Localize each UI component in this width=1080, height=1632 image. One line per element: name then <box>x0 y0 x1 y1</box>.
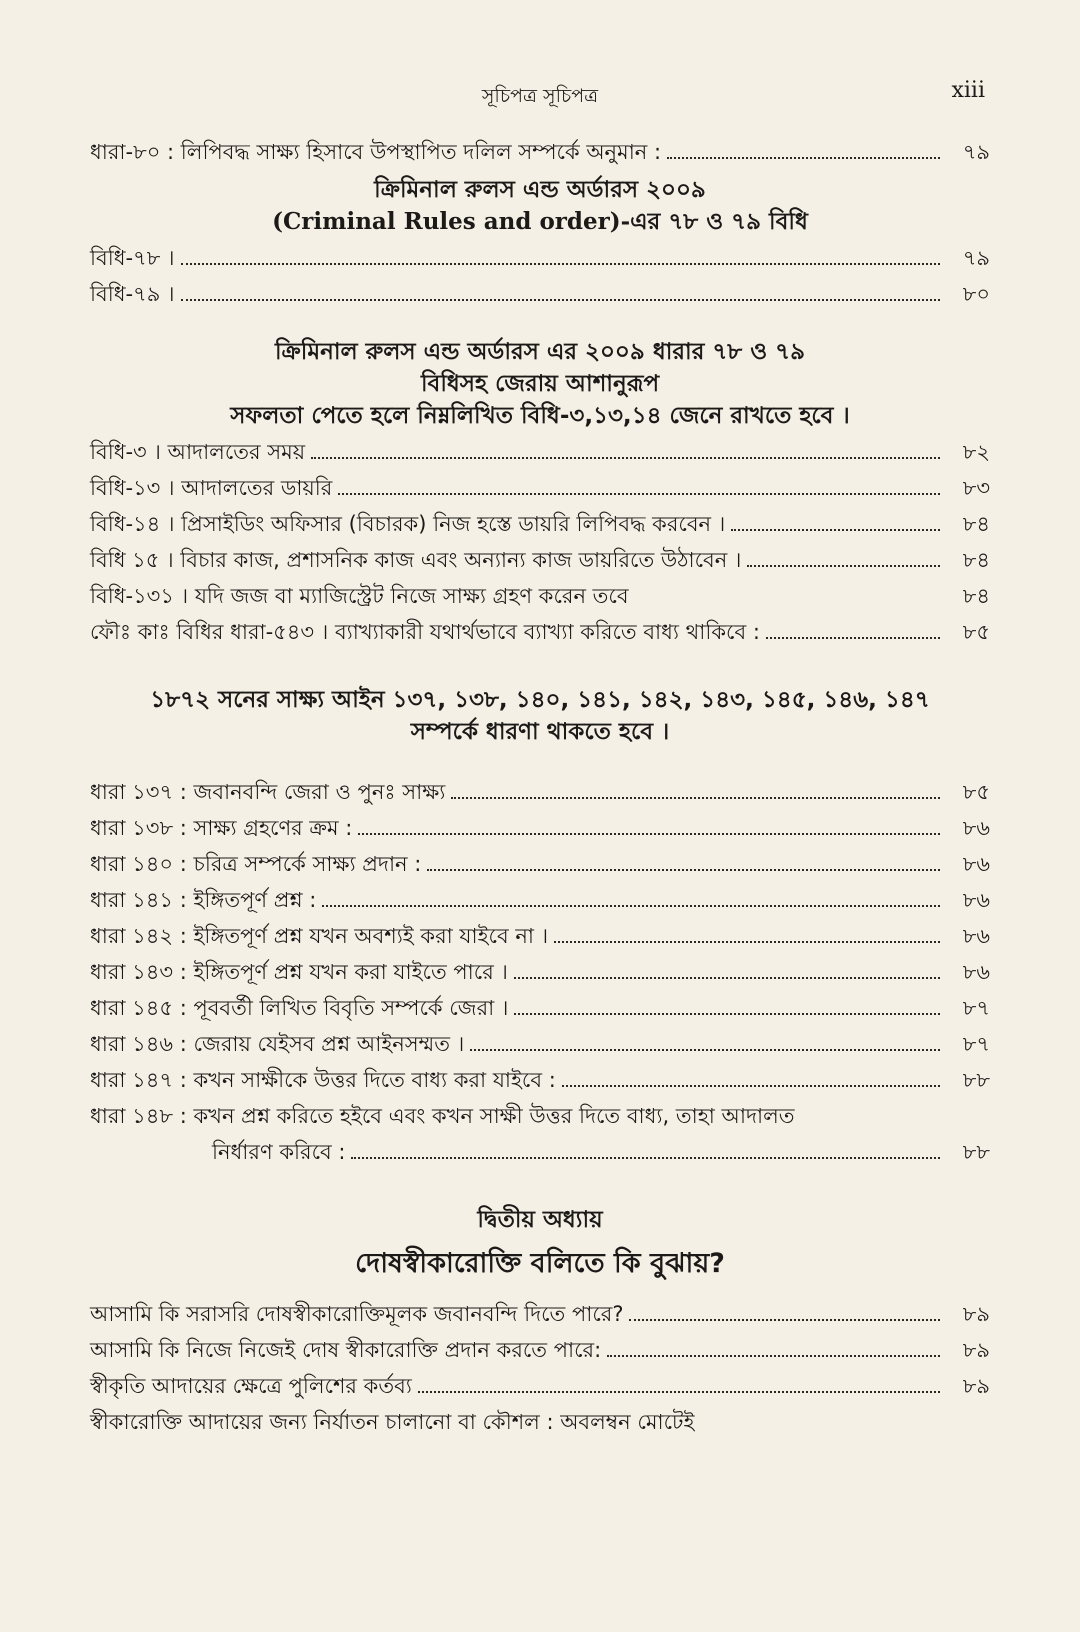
entry-page: ৮২ <box>962 440 990 464</box>
dot-leader <box>514 977 940 979</box>
entry-title: বিধি-৭৮ । <box>90 246 175 270</box>
dot-leader <box>747 565 940 567</box>
dot-leader <box>562 1085 940 1087</box>
entry-title: বিধি-১৪ । প্রিসাইডিং অফিসার (বিচারক) নিজ হস্তে ডায়রি লিপিবদ্ধ করবেন । <box>90 512 726 536</box>
dot-leader <box>322 905 940 907</box>
entry-title: বিধি-১৩১ । যদি জজ বা ম্যাজিস্ট্রেট নিজে সাক্ষ্য গ্রহণ করেন তবে <box>90 584 629 608</box>
toc-entry <box>90 778 990 806</box>
running-head: সূচিপত্র সূচিপত্র <box>481 85 599 107</box>
entry-title: বিধি-৩ । আদালতের সময় <box>90 440 306 464</box>
entry-page: ৮৯ <box>962 1302 990 1326</box>
entry-page: ৮৭ <box>962 996 990 1020</box>
toc-entry <box>90 1300 990 1328</box>
dot-leader <box>358 833 940 835</box>
section-heading: ক্রিমিনাল রুলস এন্ড অর্ডারস এর ২০০৯ ধারার ৭৮ ও ৭৯ <box>274 339 806 365</box>
entry-title: ধারা ১৩৭ : জবানবন্দি জেরা ও পুনঃ সাক্ষ্য <box>90 780 446 804</box>
section-heading: সম্পর্কে ধারণা থাকতে হবে । <box>410 719 670 745</box>
section-heading: বিধিসহ জেরায় আশানুরূপ <box>420 371 660 397</box>
toc-entry <box>90 1408 990 1436</box>
entry-page: ৮৮ <box>962 1140 990 1164</box>
entry-title: বিধি ১৫ । বিচার কাজ, প্রশাসনিক কাজ এবং অন্যান্য কাজ ডায়রিতে উঠাবেন । <box>90 548 742 572</box>
toc-entry <box>90 546 990 574</box>
dot-leader <box>514 1013 940 1015</box>
entry-title: ধারা ১৪৩ : ইঙ্গিতপূর্ণ প্রশ্ন যখন করা যাইতে পারে । <box>90 960 508 984</box>
toc-entry <box>90 922 990 950</box>
entry-page: ৮৬ <box>962 960 990 984</box>
toc-entry <box>90 618 990 646</box>
entry-page: ৮৪ <box>962 584 990 608</box>
toc-entry <box>90 1102 990 1130</box>
toc-entry <box>90 958 990 986</box>
entry-title: ধারা ১৪৮ : কখন প্রশ্ন করিতে হইবে এবং কখন সাক্ষী উত্তর দিতে বাধ্য, তাহা আদালত <box>90 1104 795 1128</box>
entry-title: ধারা ১৪২ : ইঙ্গিতপূর্ণ প্রশ্ন যখন অবশ্যই করা যাইবে না । <box>90 924 549 948</box>
chapter-title: দ্বিতীয় অধ্যায় <box>477 1207 603 1233</box>
toc-entry <box>90 280 990 308</box>
dot-leader <box>427 869 940 871</box>
toc-entry <box>90 244 990 272</box>
dot-leader <box>338 493 940 495</box>
toc-entry <box>90 510 990 538</box>
entry-page: ৭৯ <box>962 140 990 164</box>
section-heading: ১৮৭২ সনের সাক্ষ্য আইন ১৩৭, ১৩৮, ১৪০, ১৪১, ১৪২, ১৪৩, ১৪৫, ১৪৬, ১৪৭ <box>150 687 930 713</box>
entry-title: আসামি কি সরাসরি দোষস্বীকারোক্তিমূলক জবানবন্দি দিতে পারে? <box>90 1302 624 1326</box>
toc-entry <box>90 1372 990 1400</box>
toc-entry <box>90 474 990 502</box>
entry-title-continued: নির্ধারণ করিবে : <box>212 1140 346 1164</box>
toc-entry <box>90 994 990 1022</box>
dot-leader <box>629 1319 940 1321</box>
entry-title: ধারা ১৪৫ : পূববর্তী লিখিত বিবৃতি সম্পর্কে জেরা । <box>90 996 509 1020</box>
table-of-contents <box>90 138 990 1444</box>
entry-page: ৮৯ <box>962 1374 990 1398</box>
chapter-heading: দোষস্বীকারোক্তি বলিতে কি বুঝায়? <box>355 1248 725 1279</box>
entry-page: ৮০ <box>962 282 990 306</box>
toc-entry <box>90 1066 990 1094</box>
entry-page: ৭৯ <box>962 246 990 270</box>
entry-page: ৮৬ <box>962 924 990 948</box>
entry-page: ৮৬ <box>962 888 990 912</box>
dot-leader <box>311 457 940 459</box>
dot-leader <box>470 1049 940 1051</box>
entry-title: আসামি কি নিজে নিজেই দোষ স্বীকারোক্তি প্রদান করতে পারে: <box>90 1338 602 1362</box>
dot-leader <box>351 1157 940 1159</box>
toc-entry-continuation <box>90 1138 990 1166</box>
entry-page: ৮৪ <box>962 548 990 572</box>
entry-page: ৮৩ <box>962 476 990 500</box>
entry-title: বিধি-৭৯ । <box>90 282 175 306</box>
dot-leader <box>181 263 940 265</box>
page-number: xiii <box>951 78 985 103</box>
toc-entry <box>90 138 990 166</box>
dot-leader <box>181 299 940 301</box>
toc-entry <box>90 438 990 466</box>
entry-title: ধারা ১৪০ : চরিত্র সম্পর্কে সাক্ষ্য প্রদান : <box>90 852 422 876</box>
entry-page: ৮৫ <box>962 620 990 644</box>
section-heading: ক্রিমিনাল রুলস এন্ড অর্ডারস ২০০৯ <box>374 177 706 203</box>
dot-leader <box>554 941 940 943</box>
entry-page: ৮৯ <box>962 1338 990 1362</box>
entry-title: ফৌঃ কাঃ বিধির ধারা-৫৪৩ । ব্যাখ্যাকারী যথার্থভাবে ব্যাখ্যা করিতে বাধ্য থাকিবে : <box>90 620 760 644</box>
entry-title: বিধি-১৩ । আদালতের ডায়রি <box>90 476 333 500</box>
entry-title: ধারা ১৩৮ : সাক্ষ্য গ্রহণের ক্রম : <box>90 816 353 840</box>
dot-leader <box>766 637 940 639</box>
entry-title: ধারা ১৪১ : ইঙ্গিতপূর্ণ প্রশ্ন : <box>90 888 317 912</box>
dot-leader <box>418 1391 940 1393</box>
section-heading: সফলতা পেতে হলে নিম্নলিখিত বিধি-৩,১৩,১৪ জেনে রাখতে হবে । <box>230 403 850 429</box>
entry-title: ধারা-৮০ : লিপিবদ্ধ সাক্ষ্য হিসাবে উপস্থাপিত দলিল সম্পর্কে অনুমান : <box>90 140 662 164</box>
section-heading: (Criminal Rules and order)-এর ৭৮ ও ৭৯ বিধি <box>272 208 808 235</box>
toc-entry <box>90 814 990 842</box>
toc-entry <box>90 1030 990 1058</box>
entry-title: স্বীকারোক্তি আদায়ের জন্য নির্যাতন চালানো বা কৌশল : অবলম্বন মোটেই <box>90 1410 695 1434</box>
dot-leader <box>667 157 940 159</box>
entry-page: ৮৫ <box>962 780 990 804</box>
entry-title: ধারা ১৪৬ : জেরায় যেইসব প্রশ্ন আইনসম্মত । <box>90 1032 465 1056</box>
entry-page: ৮৪ <box>962 512 990 536</box>
dot-leader <box>731 529 940 531</box>
entry-title: ধারা ১৪৭ : কখন সাক্ষীকে উত্তর দিতে বাধ্য করা যাইবে : <box>90 1068 556 1092</box>
entry-page: ৮৭ <box>962 1032 990 1056</box>
toc-entry <box>90 850 990 878</box>
toc-entry <box>90 886 990 914</box>
dot-leader <box>607 1355 940 1357</box>
entry-page: ৮৬ <box>962 852 990 876</box>
entry-page: ৮৮ <box>962 1068 990 1092</box>
toc-entry <box>90 1336 990 1364</box>
toc-entry <box>90 582 990 610</box>
entry-page: ৮৬ <box>962 816 990 840</box>
dot-leader <box>451 797 940 799</box>
entry-title: স্বীকৃতি আদায়ের ক্ষেত্রে পুলিশের কর্তব্য <box>90 1374 412 1398</box>
